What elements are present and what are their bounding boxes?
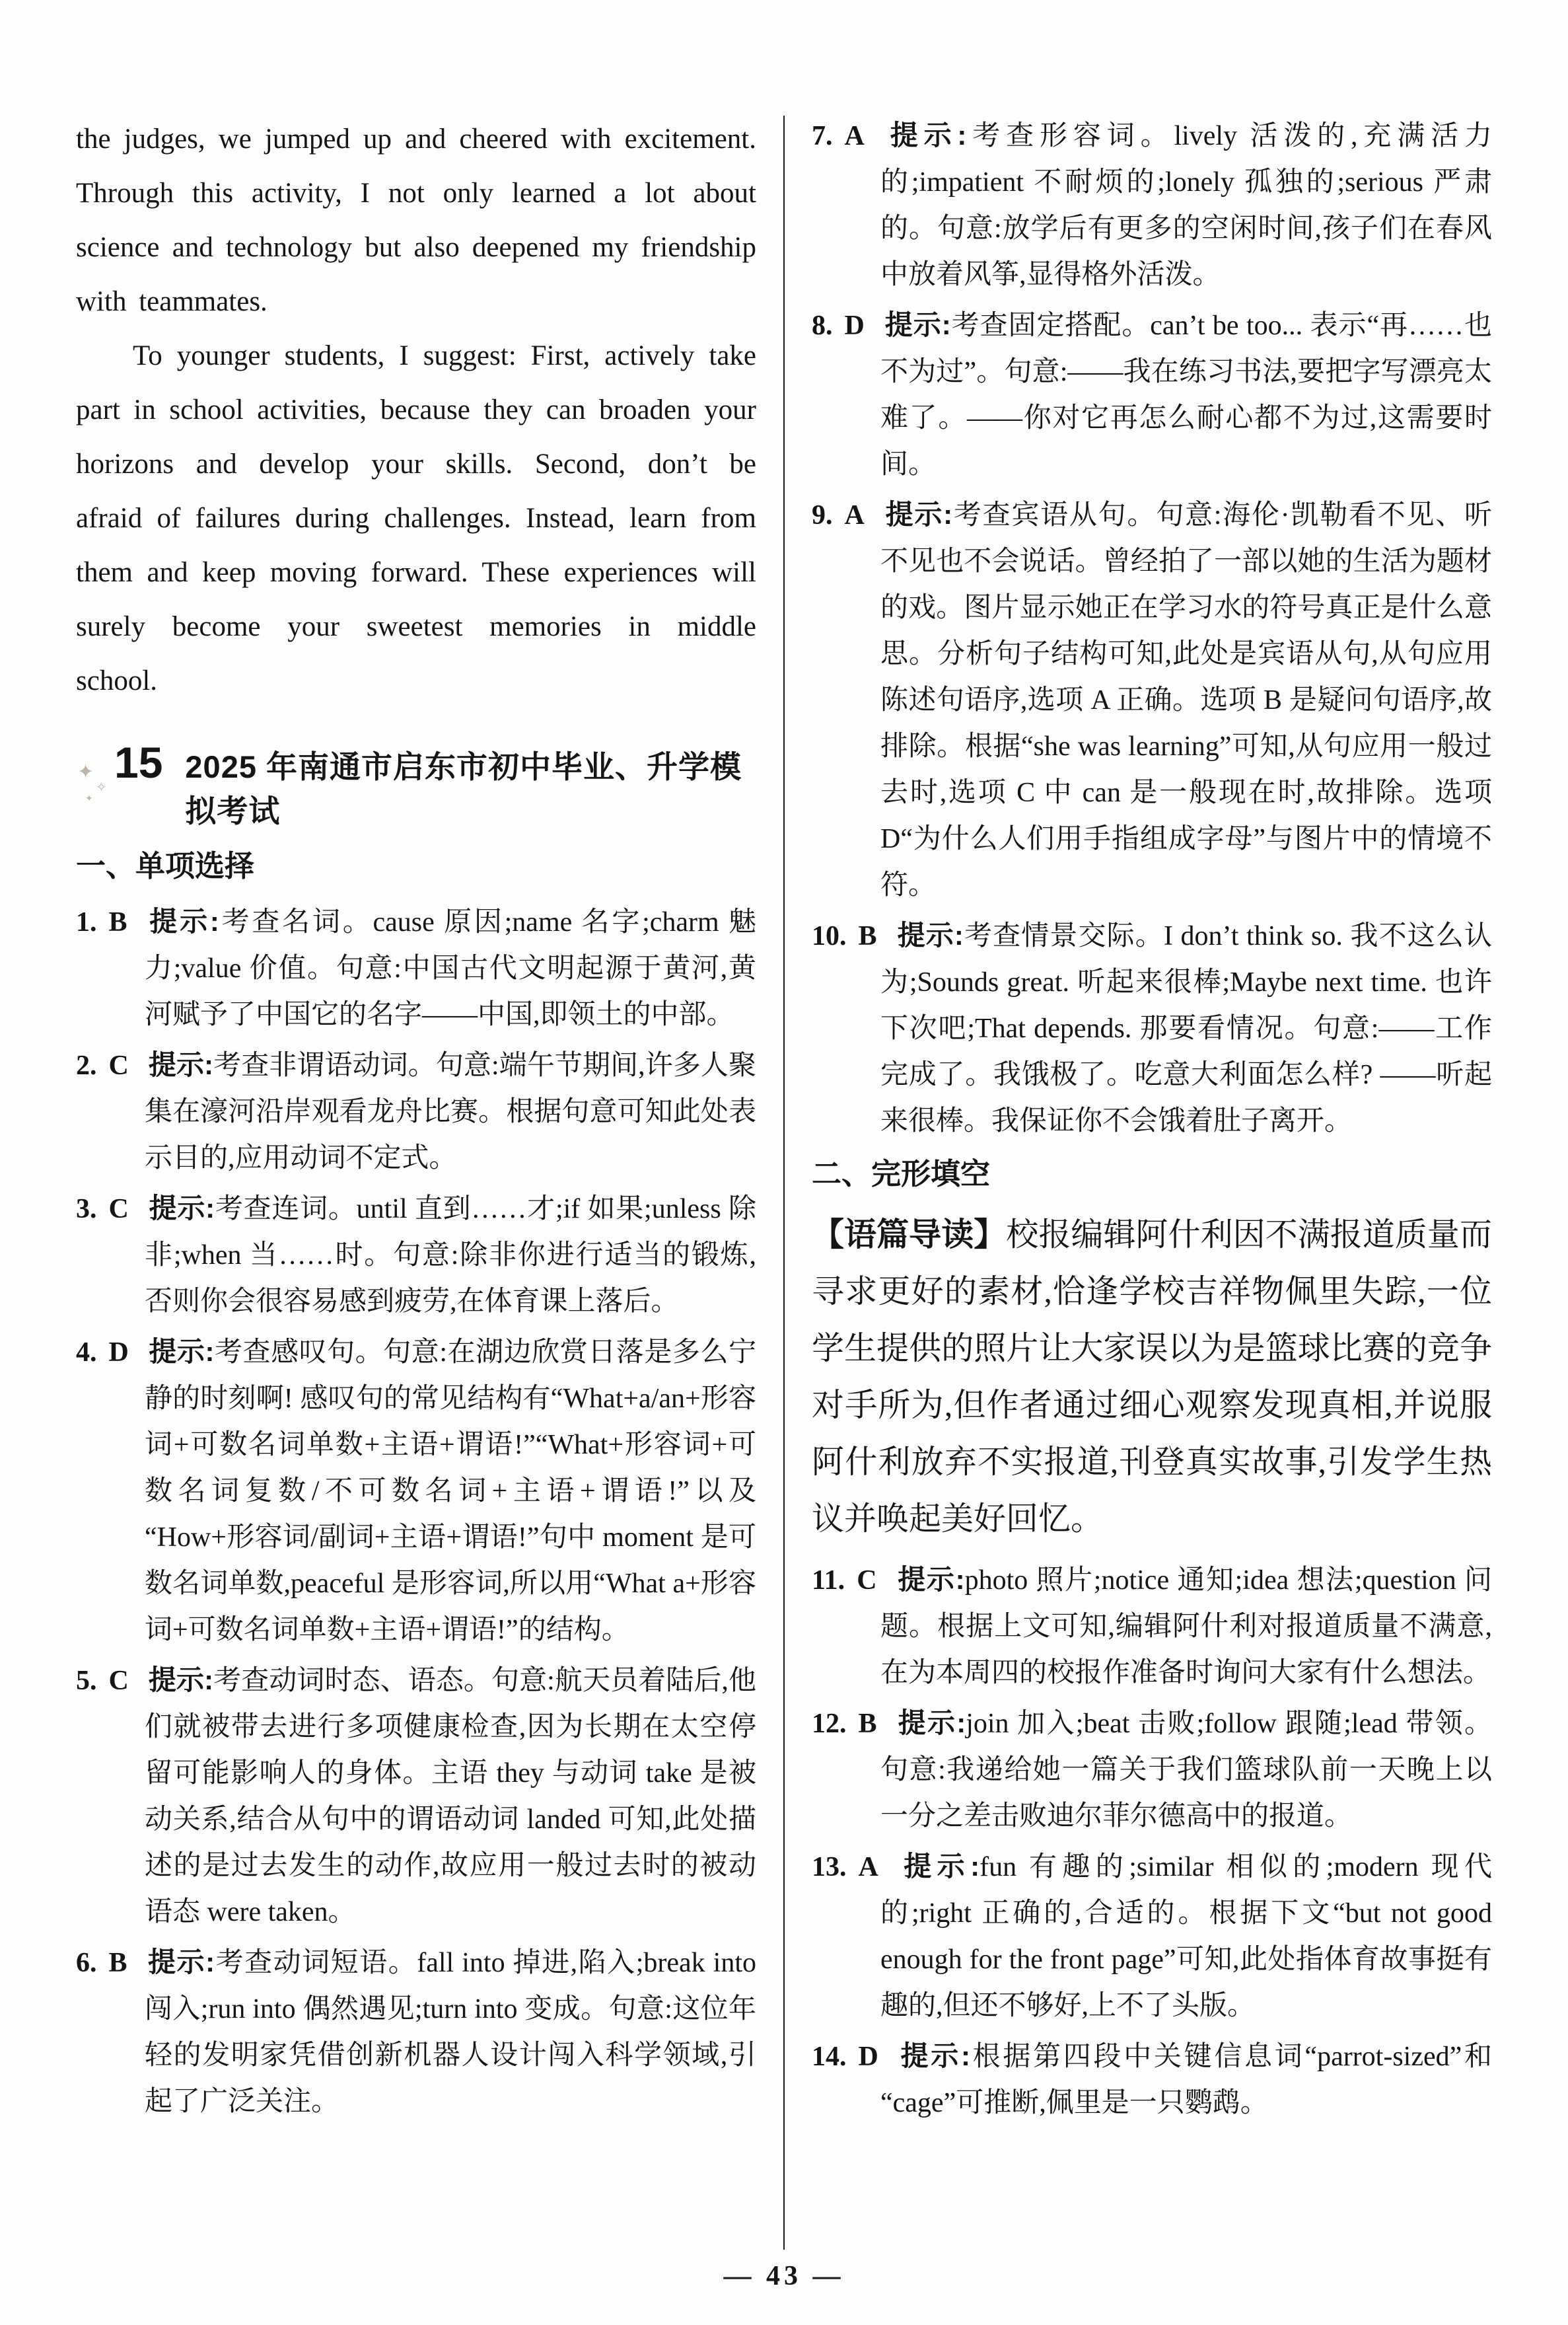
hint-label: 提示: <box>898 2040 970 2071</box>
answer-letter: D <box>858 2042 878 2072</box>
cloze-intro-text: 校报编辑阿什利因不满报道质量而寻求更好的素材,恰逢学校吉祥物佩里失踪,一位学生提供的照片让大家误以为是篮球比赛的竞争对手所为,但作者通过细心观察发现真相,并说服阿什利放弃不实报道,刊登真实故事,引发学生热议并唤起美好回忆。 <box>812 1216 1492 1537</box>
hint-text: 考查情景交际。I don’t think so. 我不这么认为;Sounds great. 听起来很棒;Maybe next time. 也许下次吧;That depends. 那要看情况。句意:——工作完成了。我饿极了。吃意大利面怎么样? ——听起来很棒。我保证你不会饿着肚子离开。 <box>880 921 1492 1136</box>
section-number: 15 <box>114 738 163 787</box>
essay-continuation <box>76 112 756 708</box>
question-item-12 <box>812 1700 1492 1839</box>
question-item-3 <box>76 1185 756 1325</box>
question-item-4 <box>76 1329 756 1653</box>
answer-letter: A <box>844 121 865 151</box>
answer-letter: B <box>108 907 127 938</box>
question-item-11 <box>812 1557 1492 1696</box>
hint-label: 提示: <box>147 1946 215 1977</box>
hint-text: 根据第四段中关键信息词“parrot-sized”和“cage”可推断,佩里是一只鹦鹉。 <box>880 2042 1492 2118</box>
answer-letter: A <box>858 1852 878 1882</box>
sparkle-icon: ✦ <box>77 761 94 783</box>
hint-text: 考查固定搭配。can’t be too... 表示“再……也不为过”。句意:——我在练习书法,要把字写漂亮太难了。——你对它再怎么耐心都不为过,这需要时间。 <box>880 311 1492 480</box>
part1-title: 一、单项选择 <box>76 849 255 883</box>
section-number-badge <box>76 737 163 804</box>
hint-label: 提示: <box>147 906 219 937</box>
question-item-7 <box>812 112 1492 298</box>
sparkle-icon: ✧ <box>96 780 107 795</box>
question-number: 14. <box>812 2042 847 2072</box>
hint-text: 考查名词。cause 原因;name 名字;charm 魅力;value 价值。句意:中国古代文明起源于黄河,黄河赋予了中国它的名字——中国,即领土的中部。 <box>145 907 756 1030</box>
question-number: 6. <box>76 1948 97 1978</box>
hint-text: 考查动词短语。fall into 掉进,陷入;break into 闯入;run into 偶然遇见;turn into 变成。句意:这位年轻的发明家凭借创新机器人设计闯入科学领域,引起了广泛关注。 <box>145 1948 756 2117</box>
cloze-intro <box>812 1206 1492 1547</box>
hint-text: photo 照片;notice 通知;idea 想法;question 问题。根据上文可知,编辑阿什利对报道质量不满意,在为本周四的校报作准备时询问大家有什么想法。 <box>880 1565 1492 1688</box>
question-number: 12. <box>812 1709 847 1739</box>
answer-letter: A <box>844 500 865 531</box>
hint-label: 提示: <box>896 1564 965 1595</box>
question-number: 8. <box>812 311 833 341</box>
question-number: 13. <box>812 1852 847 1882</box>
essay-paragraph: the judges, we jumped up and cheered with excitement. Through this activity, I not only learned a lot about science and technology but also deepened my friendship with teammates. <box>76 124 756 317</box>
essay-paragraph: To younger students, I suggest: First, actively take part in school activities, because they can broaden your horizons and develop your skills. Second, don’t be afraid of failures during challenges. Instead, learn from them and keep moving forward. These experiences will surely become your sweetest memories in middle school. <box>76 340 756 696</box>
answer-letter: C <box>108 1051 129 1081</box>
question-item-1 <box>76 899 756 1038</box>
right-column <box>812 112 1492 2130</box>
exam-section-header <box>76 737 756 831</box>
question-number: 1. <box>76 907 97 938</box>
hint-label: 提示: <box>884 309 951 340</box>
section-title: 2025 年南通市启东市初中毕业、升学模拟考试 <box>185 749 742 829</box>
answer-letter: C <box>857 1565 877 1596</box>
hint-text: 考查动词时态、语态。句意:航天员着陆后,他们就被带去进行多项健康检查,因为长期在太空停留可能影响人的身体。主语 they 与动词 take 是被动关系,结合从句中的谓语动词 landed 可知,此处描述的是过去发生的动作,故应用一般过去时的被动语态 were taken。 <box>145 1666 757 1927</box>
question-item-2 <box>76 1042 756 1181</box>
hint-label: 提示: <box>148 1193 215 1224</box>
hint-text: 考查连词。until 直到……才;if 如果;unless 除非;when 当……时。句意:除非你进行适当的锻炼,否则你会很容易感到疲劳,在体育课上落后。 <box>145 1194 756 1317</box>
answer-letter: B <box>858 1709 877 1739</box>
left-column <box>76 112 756 2130</box>
question-number: 9. <box>812 500 833 531</box>
answer-letter: B <box>858 921 877 951</box>
column-divider <box>783 116 785 2250</box>
answer-letter: D <box>844 311 865 341</box>
question-number: 2. <box>76 1051 97 1081</box>
hint-text: 考查形容词。lively 活泼的,充满活力的;impatient 不耐烦的;lonely 孤独的;serious 严肃的。句意:放学后有更多的空闲时间,孩子们在春风中放着风筝,显得格外活泼。 <box>880 121 1492 290</box>
question-number: 10. <box>812 921 847 951</box>
hint-label: 提示: <box>884 499 953 530</box>
question-number: 3. <box>76 1194 97 1224</box>
question-item-8 <box>812 302 1492 488</box>
hint-label: 提示: <box>896 1707 966 1738</box>
answer-letter: B <box>108 1948 127 1978</box>
hint-label: 提示: <box>884 120 967 151</box>
question-item-10 <box>812 912 1492 1144</box>
sparkle-icon: ✦ <box>85 794 93 804</box>
question-number: 7. <box>812 121 833 151</box>
hint-label: 提示: <box>898 1851 980 1882</box>
answer-letter: C <box>108 1666 129 1696</box>
question-item-13 <box>812 1843 1492 2029</box>
question-item-9 <box>812 492 1492 908</box>
hint-text: 考查宾语从句。句意:海伦·凯勒看不见、听不见也不会说话。曾经拍了一部以她的生活为题材的戏。图片显示她正在学习水的符号真正是什么意思。分析句子结构可知,此处是宾语从句,从句应用陈述句语序,选项 A 正确。选项 B 是疑问句语序,故排除。根据“she was learning”可知,从句应用一般过去时,选项 C 中 can 是一般现在时,故排除。选项 D“为什么人们用手指组成字母”与图片中的情境不符。 <box>880 500 1492 901</box>
hint-text: 考查非谓语动词。句意:端午节期间,许多人聚集在濠河沿岸观看龙舟比赛。根据句意可知此处表示目的,应用动词不定式。 <box>145 1051 757 1173</box>
page-number: — 43 — <box>723 2261 845 2291</box>
question-number: 11. <box>812 1565 845 1596</box>
hint-text: fun 有趣的;similar 相似的;modern 现代的;right 正确的,合适的。根据下文“but not good enough for the front page”可知,此处指体育故事挺有趣的,但还不够好,上不了头版。 <box>880 1852 1492 2021</box>
question-item-6 <box>76 1939 756 2125</box>
answer-letter: C <box>108 1194 129 1224</box>
hint-text: 考查感叹句。句意:在湖边欣赏日落是多么宁静的时刻啊! 感叹句的常见结构有“What+a/an+形容词+可数名词单数+主语+谓语!”“What+形容词+可数名词复数/不可数名词+主语+谓语!”以及“How+形容词/副词+主语+谓语!”句中 moment 是可数名词单数,peaceful 是形容词,所以用“What a+形容词+可数名词单数+主语+谓语!”的结构。 <box>145 1337 756 1645</box>
question-number: 4. <box>76 1337 97 1368</box>
hint-label: 提示: <box>148 1049 214 1080</box>
question-number: 5. <box>76 1666 97 1696</box>
hint-label: 提示: <box>148 1664 214 1695</box>
hint-label: 提示: <box>896 920 964 951</box>
answer-letter: D <box>108 1337 129 1368</box>
hint-text: join 加入;beat 击败;follow 跟随;lead 带领。句意:我递给她一篇关于我们篮球队前一天晚上以一分之差击败迪尔菲尔德高中的报道。 <box>880 1709 1492 1831</box>
cloze-intro-label: 【语篇导读】 <box>812 1217 1007 1253</box>
hint-label: 提示: <box>148 1336 215 1367</box>
question-item-14 <box>812 2033 1492 2126</box>
question-item-5 <box>76 1657 756 1935</box>
part2-title: 二、完形填空 <box>812 1157 991 1191</box>
